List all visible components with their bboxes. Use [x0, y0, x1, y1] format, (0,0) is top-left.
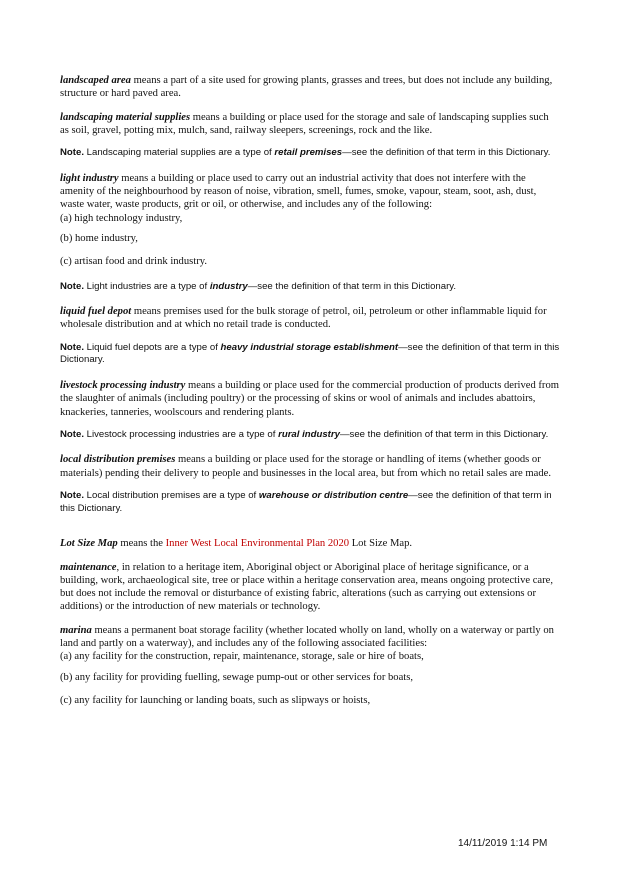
note [60, 147, 560, 160]
note-label: Note. [60, 341, 84, 353]
definition-text: , in relation to a heritage item, Aboriginal object or Aboriginal place of heritage significance, or a building, work, archaeological site, tree or place within a heritage conservation area, means ongoing protective care, but does not include the removal or disturbance of existing fabric, alterations (such as carrying out extensions or additions) or the introduction of new materials or technology. [60, 561, 553, 613]
note-text: —see the definition of that term in this Dictionary. [342, 147, 551, 159]
note-reference: industry [209, 280, 248, 292]
definition-marina [60, 624, 560, 664]
definition-liquid-fuel-depot [60, 305, 560, 332]
term: landscaping material supplies [60, 111, 191, 123]
definition-text: means the [117, 538, 166, 550]
note [60, 429, 560, 442]
note-label: Note. [60, 428, 84, 440]
definition-livestock-processing-industry [60, 379, 560, 419]
definition-light-industry [60, 172, 560, 225]
list-item: (b) home industry, [60, 232, 138, 244]
definition-text: means a permanent boat storage facility (whether located wholly on land, wholly on a waterway or partly on land and partly on a waterway), and includes any of the following associated facilities: [60, 624, 554, 649]
note-text: Local distribution premises are a type of [83, 490, 259, 502]
list-item: (c) any facility for launching or landing boats, such as slipways or hoists, [60, 694, 371, 706]
definition-text: means a building or place used to carry out an industrial activity that does not interfere with the amenity of the neighbourhood by reason of noise, vibration, smell, fumes, smoke, vapour, steam, soot, ash, dust, waste water, waste products, grit or oil, or otherwise, and includes any of the following: [60, 172, 537, 211]
list-item: (a) high technology industry, [60, 212, 183, 224]
definition-text: means a building or place used for the storage and sale of landscaping supplies such as soil, gravel, potting mix, mulch, sand, railway sleepers, screenings, rock and the like. [60, 111, 549, 136]
definition-text: means a building or place used for the storage or handling of items (whether goods or materials) pending their delivery to people and businesses in the local area, but from which no retail sales are made. [60, 454, 551, 479]
note-label: Note. [60, 280, 84, 292]
definition-text: means premises used for the bulk storage of petrol, oil, petroleum or other inflammable liquid for wholesale distribution and at which no retail trade is conducted. [60, 306, 547, 331]
note-reference: warehouse or distribution centre [258, 490, 409, 502]
definition-text: means a part of a site used for growing plants, grasses and trees, but does not include any building, structure or hard paved area. [60, 75, 553, 100]
spacer [60, 527, 560, 537]
term: maintenance [60, 561, 117, 573]
term: landscaped area [60, 75, 131, 86]
definition-lot-size-map [60, 537, 560, 550]
note-text: —see the definition of that term in this Dictionary. [60, 490, 552, 514]
note-reference: heavy industrial storage establishment [220, 341, 399, 353]
term: livestock processing industry [60, 379, 186, 391]
term: light industry [60, 172, 119, 184]
note [60, 281, 560, 294]
note-label: Note. [60, 147, 84, 159]
note-text: Livestock processing industries are a type of [83, 428, 279, 440]
note-reference: rural industry [278, 428, 340, 440]
list-item: (c) artisan food and drink industry. [60, 256, 207, 268]
note-text: Light industries are a type of [83, 280, 210, 292]
note-text: Liquid fuel depots are a type of [83, 341, 221, 353]
note [60, 342, 560, 367]
term: marina [60, 624, 92, 636]
print-timestamp: 14/11/2019 1:14 PM [458, 838, 548, 849]
list-item: (b) any facility for providing fuelling, sewage pump-out or other services for boats, [60, 671, 414, 683]
term: local distribution premises [60, 454, 176, 466]
note-label: Note. [60, 490, 84, 502]
list-item: (a) any facility for the construction, repair, maintenance, storage, sale or hire of boats, [60, 651, 424, 663]
definition-landscaping-material-supplies [60, 111, 560, 138]
definition-text: means a building or place used for the commercial production of products derived from the slaughter of animals (including poultry) or the processing of skins or wool of animals and includes abattoirs, knackeries, tanneries, woolscours and rendering plants. [60, 379, 559, 418]
document-page [60, 74, 560, 717]
lep-link[interactable]: Inner West Local Environmental Plan 2020 [165, 538, 350, 550]
definition-maintenance [60, 561, 560, 614]
note-text: Landscaping material supplies are a type of [83, 147, 275, 159]
term: Lot Size Map [60, 538, 118, 550]
definition-landscaped-area [60, 74, 560, 101]
note-reference: retail premises [274, 147, 343, 159]
note-text: —see the definition of that term in this Dictionary. [339, 428, 549, 440]
term: liquid fuel depot [60, 306, 132, 318]
note-text: —see the definition of that term in this Dictionary. [247, 280, 457, 292]
definition-text: Lot Size Map. [349, 538, 413, 550]
note [60, 490, 560, 515]
note-text: —see the definition of that term in this Dictionary. [60, 341, 560, 366]
definition-local-distribution-premises [60, 453, 560, 480]
